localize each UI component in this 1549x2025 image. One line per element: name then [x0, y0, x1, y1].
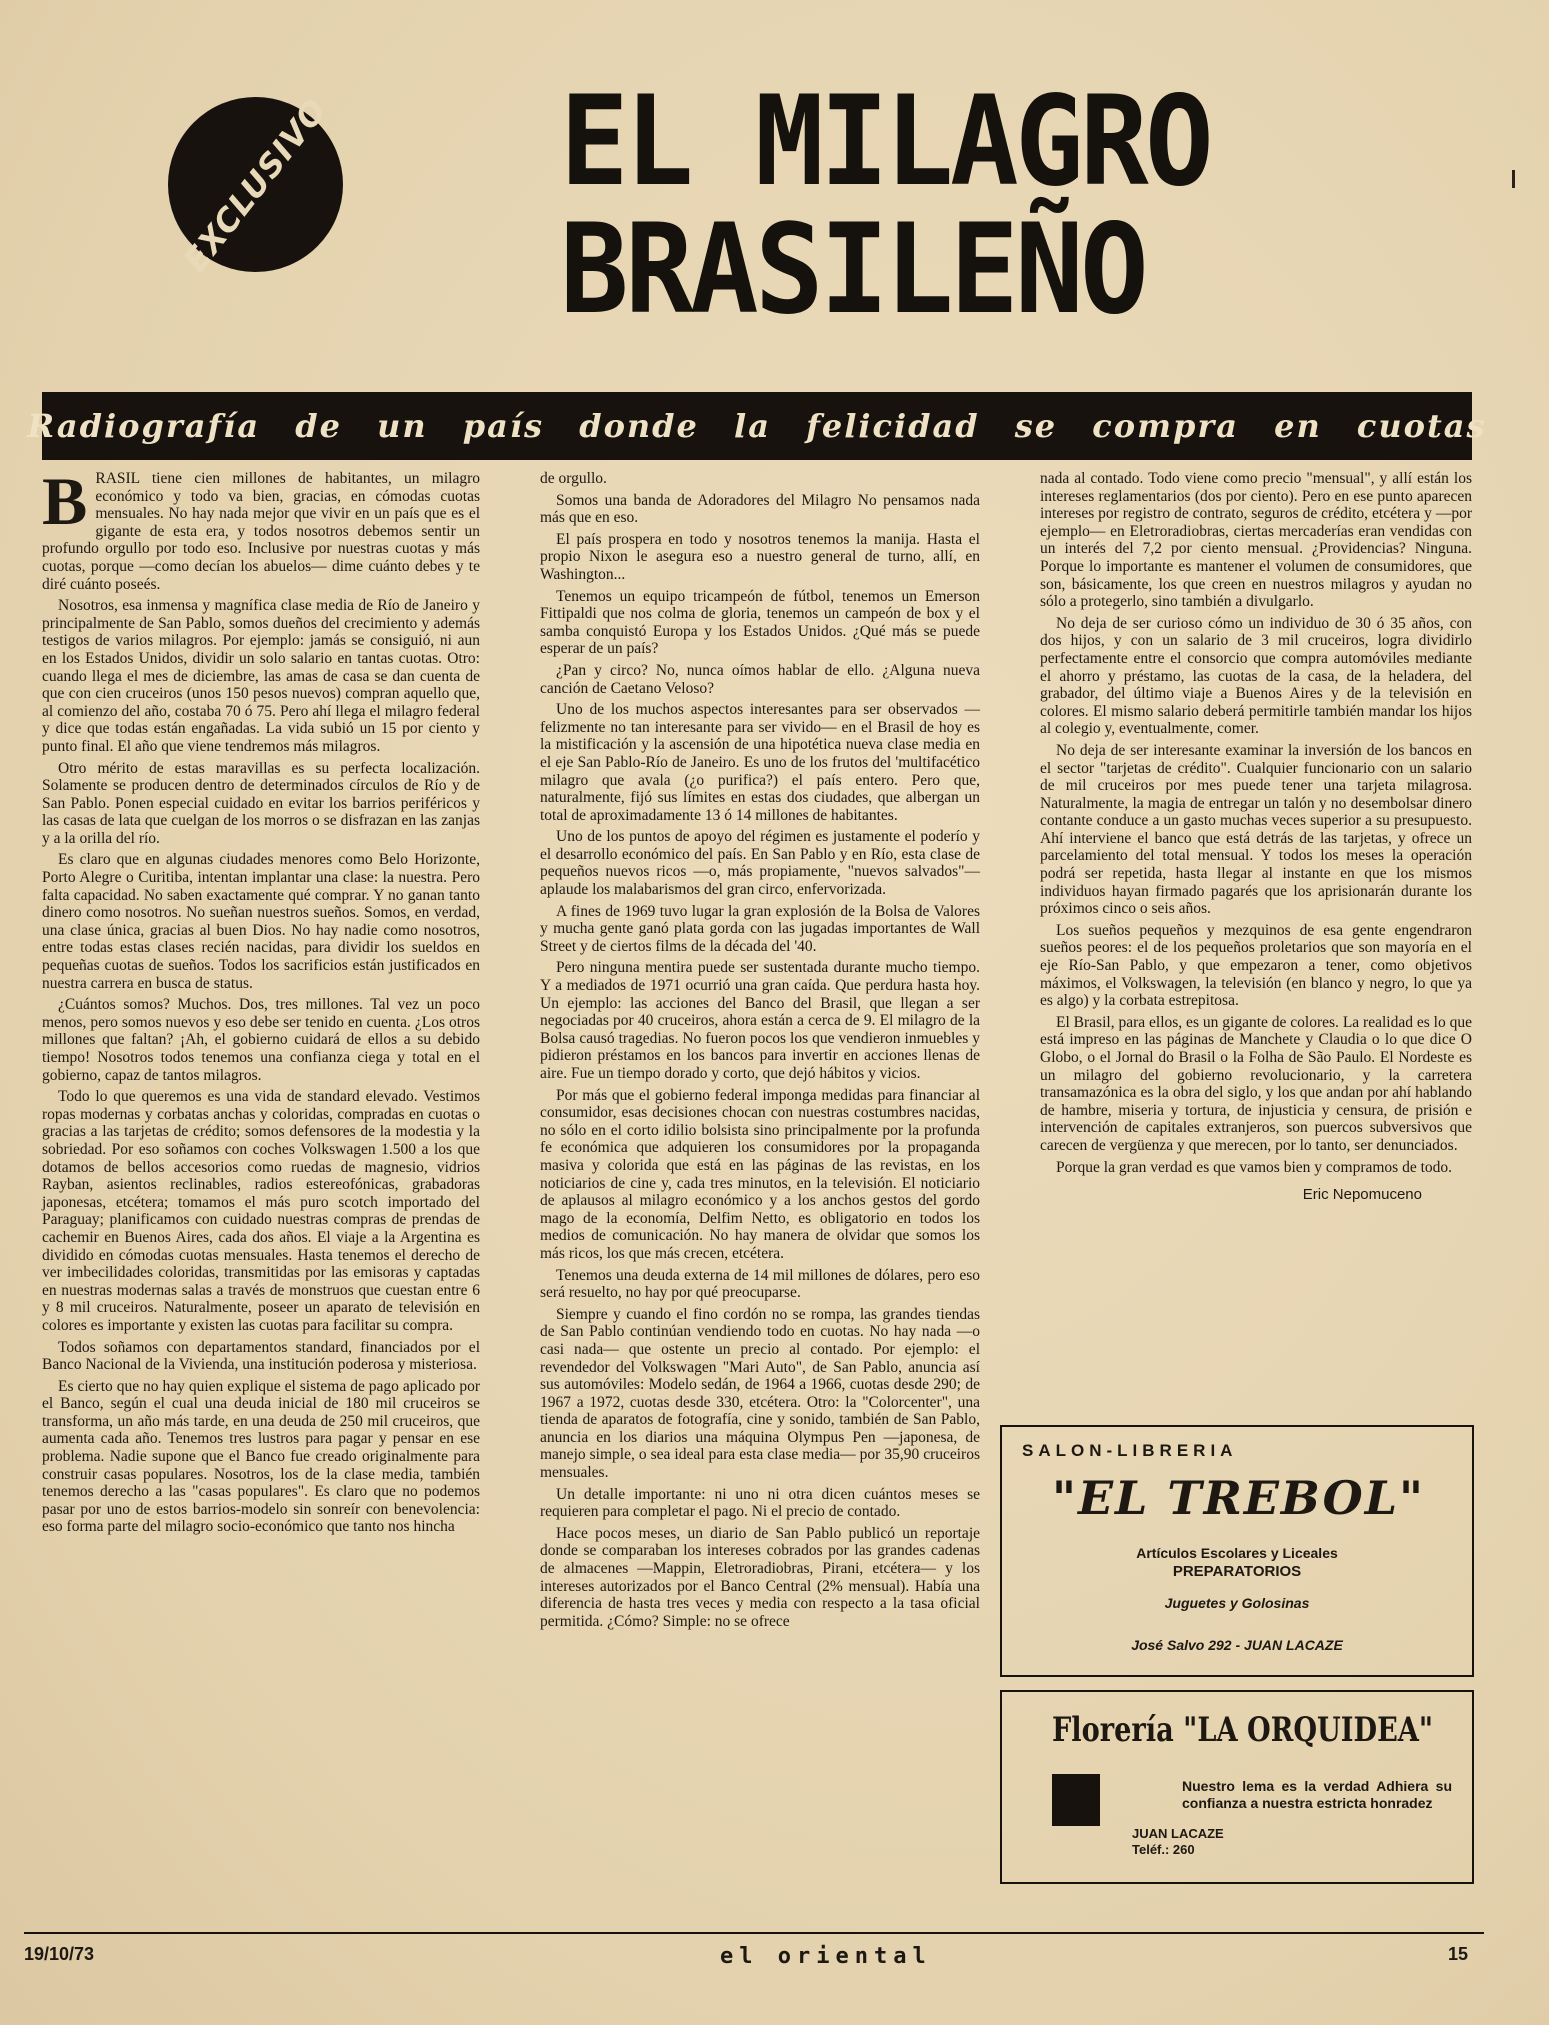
headline-line-1: EL MILAGRO [560, 70, 1211, 214]
paragraph: El país prospera en todo y nosotros tenemos la manija. Hasta el propio Nixon le asegura eso a nuestro general de turno, allí, en Washington... [540, 530, 980, 583]
footer-date: 19/10/73 [24, 1944, 95, 1964]
margin-mark [1512, 170, 1515, 188]
footer-rule [24, 1932, 1484, 1934]
ad-el-trebol-name: "EL TREBOL" [1052, 1471, 1426, 1525]
paragraph: Somos una banda de Adoradores del Milagro No pensamos nada más que en eso. [540, 491, 980, 527]
paragraph: de orgullo. [540, 470, 607, 487]
paragraph: Otro mérito de estas maravillas es su perfecta localización. Solamente se producen dentro de determinados círculos de Río y de San Pablo. Ponen especial cuidado en evitar los barrios periféricos y las casas de lata que cuelgan de los morros o se disfrazan en las zanjas y a la orilla del río. [42, 759, 480, 847]
ad-el-trebol-line-2: PREPARATORIOS [1172, 1563, 1302, 1580]
paragraph: Nosotros, esa inmensa y magnífica clase media de Río de Janeiro y principalmente de San Pablo, somos dueños del crecimiento y además testigos de varios milagros. Por ejemplo: jamás se consiguió, ni aun en los Estados Unidos, dividir un solo salario en tantas cuotas. Otro: cuando llega el mes de diciembre, las amas de casa se dan cuenta de que con cien cruceiros (unos 150 pesos nuevos) compran aquello que, al comienzo del año, costaba 70 ó 75. Pero ahí llega el milagro federal y dice que todas están engañadas. La vida subió un 15 por ciento y punto final. El año que viene tendremos más milagros. [42, 597, 480, 755]
ad-el-trebol-address: José Salvo 292 - JUAN LACAZE [1131, 1637, 1343, 1653]
paragraph: Uno de los puntos de apoyo del régimen es justamente el poderío y el desarrollo económico del país. En San Pablo y en Río, esta clase de pequeños nuevos ricos —o, más propiamente, "nuevos salvados"— aplaude los malabarismos del gran circo, enfervorizada. [540, 828, 980, 899]
paragraph: Todos soñamos con departamentos standard, financiados por el Banco Nacional de la Vivienda, una institución poderosa y misteriosa. [42, 1338, 480, 1374]
paragraph: ¿Cuántos somos? Muchos. Dos, tres millones. Tal vez un poco menos, pero somos nuevos y eso debe ser tenido en cuenta. ¿Los otros millones que faltan? ¡Ah, el gobierno cuidará de ellos a su debido tiempo! Nosotros todos tenemos una confianza ciega y total en el gobierno, capaz de tantos milagros. [42, 996, 480, 1084]
paragraph: Hace pocos meses, un diario de San Pablo publicó un reportaje donde se comparaban los intereses cobrados por las grandes cadenas de almacenes —Mappin, Eletroradiobras, Pirani, etcétera— y los intereses autorizados por el Banco Central (2% mensual). Había una diferencia de hasta tres veces y media con respecto a la tasa oficial permitida. ¿Cómo? Simple: no se ofrece [540, 1524, 980, 1630]
exclusive-badge [168, 90, 343, 279]
subtitle: Radiografía de un país donde la felicidad se compra en cuotas [27, 407, 1487, 445]
exclusive-badge-text: EXCLUSIVO [176, 90, 335, 279]
paragraph: Es claro que en algunas ciudades menores como Belo Horizonte, Porto Alegre o Curitiba, intentan implantar una clase: la nuestra. Pero falta capacidad. No saben exactamente qué comprar. Y no ganan tanto dinero como nosotros. No sueñan nuestros sueños. Somos, en verdad, una clase única, gracias al buen Dios. No hay nadie como nosotros, entre todas estas clases recién nacidas, para dividir los sueldos en pequeñas cuotas de sueños. Todos los sacrificios están justificados en nuestra carrera en busca de status. [42, 851, 480, 992]
paragraph: Siempre y cuando el fino cordón no se rompa, las grandes tiendas de San Pablo continúan vendiendo todo en cuotas. No hay nada —o casi nada— que ostente un precio al contado. Por ejemplo: el revendedor del Volkswagen "Mari Auto", de San Pablo, anuncia así sus automóviles: Modelo sedán, de 1964 a 1966, cuotas desde 290; de 1967 a 1972, cuotas desde 330, etcétera. Otro: la "Colorcenter", una tienda de aparatos de fotografía, cine y sonido, también de San Pablo, anuncia en los diarios una máquina Olympus Pen —japonesa, de manejo simple, o sea ideal para esta clase media— por 35,90 cruceiros mensuales. [540, 1305, 980, 1482]
paragraph: Pero ninguna mentira puede ser sustentada durante mucho tiempo. Y a mediados de 1971 ocurrió una gran caída. Que perdura hasta hoy. Un ejemplo: las acciones del Banco del Brasil, que llegan a ser negociadas por 40 cruceiros, ahora están a cerca de 9. El milagro de la Bolsa causó tragedias. No fueron pocos los que vendieron inmuebles y pidieron préstamos en los bancos para invertir en acciones llenas de aire. Fue un tiempo dorado y corto, que dejó hábitos y vicios. [540, 959, 980, 1082]
paragraph: No deja de ser curioso cómo un individuo de 30 ó 35 años, con dos hijos, y con un salario de 3 mil cruceiros, logra dividirlo perfectamente entre el consorcio que compra automóviles mediante el ahorro y préstamo, las cuotas de la casa, de la heladera, del grabador, del último viaje a Buenos Aires y de la televisión en colores. El mismo salario deberá permitirle también mandar los hijos al colegio y, eventualmente, comer. [1040, 614, 1472, 738]
ad-la-orquidea-city: JUAN LACAZE [1132, 1826, 1224, 1841]
ad-el-trebol [1000, 1425, 1474, 1677]
paragraph: RASIL tiene cien millones de habitantes, un milagro económico y todo va bien, gracias, en cómodas cuotas mensuales. No hay nada mejor que vivir en un país que es el gigante de esta era, y todos nosotros debemos sentir un profundo orgullo por todo eso. Inclusive por nuestras cuotas y más cuotas, porque —como decían los abuelos— dime cuánto debes y te diré cuánto poseés. [42, 470, 480, 593]
article-column-2 [540, 470, 980, 1885]
article-column-1 [42, 463, 480, 1885]
paragraph: A fines de 1969 tuvo lugar la gran explosión de la Bolsa de Valores y mucha gente ganó plata gorda con las jugadas importantes de Wall Street y de ciertos films de la década del '40. [540, 902, 980, 955]
paragraph: El Brasil, para ellos, es un gigante de colores. La realidad es lo que está impreso en las páginas de Manchete y Claudia o lo que dice O Globo, o el Jornal do Brasil o la Folha de São Paulo. El Nordeste es un milagro del gobierno revolucionario, y la carretera transamazónica es la obra del siglo, y los que andan por ahí hablando de hambre, miseria y tortura, de injusticia y censura, de prisión e intervención de capitales extranjeros, son puercos subversivos que carecen de vergüenza y que merecen, por lo tanto, ser denunciados. [1040, 1013, 1472, 1154]
flower-logo-icon [1052, 1774, 1100, 1826]
paragraph: Uno de los muchos aspectos interesantes para ser observados —felizmente no tan interesante para ser vivido— en el Brasil de hoy es la mistificación y la ascensión de una hipotética nueva clase media en el eje San Pablo-Río de Janeiro. Es uno de los frutos del 'multifacético milagro que avala (¿o purifica?) el país entero. Pero que, naturalmente, fijó sus límites en estas dos ciudades, que albergan un total de aproximadamente 13 ó 14 millones de habitantes. [540, 701, 980, 824]
paragraph: No deja de ser interesante examinar la inversión de los bancos en el sector "tarjetas de crédito". Cualquier funcionario con un salario de mil cruceiros por mes puede tener una tarjeta milagrosa. Naturalmente, la magia de entregar un talón y no desembolsar dinero contante conduce a un gasto muchas veces superior a su presupuesto. Ahí interviene el banco que está detrás de las tarjetas, y ofrece un parcelamiento del total mensual. Y todos los meses la operación podrá ser repetida, hasta llegar al instante en que los mismos individuos hayan firmado pagarés que los aprisionarán durante los próximos cinco o seis años. [1040, 741, 1472, 918]
ad-el-trebol-line-1: Artículos Escolares y Liceales [1136, 1545, 1338, 1561]
article-column-3 [1040, 470, 1472, 1390]
ad-la-orquidea [1000, 1690, 1474, 1884]
ad-la-orquidea-slogan: Nuestro lema es la verdad Adhiera su confianza a nuestra estricta honradez [1182, 1778, 1452, 1811]
page-number: 15 [1448, 1944, 1469, 1964]
footer-magazine: el oriental [720, 1944, 932, 1969]
paragraph: Tenemos un equipo tricampeón de fútbol, tenemos un Emerson Fittipaldi que nos colma de gloria, tenemos un campeón de box y el samba conquistó Europa y los Estados Unidos. ¿Qué más se puede esperar de un país? [540, 587, 980, 658]
ad-la-orquidea-phone: Teléf.: 260 [1132, 1842, 1195, 1857]
drop-cap: B [42, 463, 88, 539]
paragraph: Por más que el gobierno federal imponga medidas para financiar al consumidor, esas decisiones chocan con nuestras costumbres nacidas, no sólo en el corto idilio bolsista sino principalmente por la profunda fe económica que adquieren los consumidores por la propaganda masiva y colorida que está en las páginas de las revistas, en los noticiarios de cine y, cada tres minutos, en la televisión. El noticiario de aplausos al milagro económico y a los anchos gestos del gordo mago de la economía, Delfim Netto, es obligatorio en todos los medios de comunicación. No hay manera de olvidar que somos los más ricos, los que más crecen, etcétera. [540, 1086, 980, 1262]
paragraph: Es cierto que no hay quien explique el sistema de pago aplicado por el Banco, según el cual una deuda inicial de 180 mil cruceiros se transforma, un año más tarde, en una deuda de 250 mil cruceiros, que aumenta cada año. Tenemos tres lustros para pagar y pensar en ese problema. Nadie supone que el Banco fue creado originalmente para construir casas populares. Nosotros, los de la clase media, también tenemos derecho a las "casas populares". Es claro que no podemos pasar por uno de estos barrios-modelo sin sonreír con benevolencia: eso forma parte del milagro socio-económico que tanto nos hincha [42, 1377, 480, 1536]
headline-line-2: BRASILEÑO [560, 198, 1146, 342]
paragraph: nada al contado. Todo viene como precio "mensual", y allí están los intereses reglamentarios (dos por ciento). Pero en ese punto aparecen intereses por registro de contrato, seguros de crédito, etcétera y —por ejemplo— en Eletroradiobras, ciertas mercaderías eran vendidas con un interés del 7,2 por ciento mensual. ¿Providencias? Ninguna. Porque lo importante es mantener el volumen de consumidores, que son, básicamente, los que creen en nuestros milagros y ayudan no sólo a protegerlo, sino también a divulgarlo. [1040, 470, 1472, 611]
ad-el-trebol-line-3: Juguetes y Golosinas [1164, 1595, 1310, 1611]
paragraph: Los sueños pequeños y mezquinos de esa gente engendraron sueños peores: el de los pequeños proletarios que son mayoría en el eje Río-San Pablo, y que empezaron a tener, como objetivos máximos, el Volkswagen, la televisión (en blanco y negro, lo que ya es algo) y la corbata estrepitosa. [1040, 921, 1472, 1010]
author-byline: Eric Nepomuceno [1302, 1186, 1422, 1204]
headline [560, 70, 1314, 342]
paragraph: ¿Pan y circo? No, nunca oímos hablar de ello. ¿Alguna nueva canción de Caetano Veloso? [540, 661, 980, 697]
ad-el-trebol-category: SALON-LIBRERIA [1022, 1441, 1238, 1460]
paragraph: Porque la gran verdad es que vamos bien y compramos de todo. [1056, 1158, 1453, 1176]
subtitle-bar [27, 392, 1487, 460]
paragraph: Un detalle importante: ni uno ni otra dicen cuántos meses se requieren para completar el pago. Ni el precio de contado. [540, 1485, 980, 1521]
ad-la-orquidea-name: Florería "LA ORQUIDEA" [1052, 1710, 1434, 1750]
paragraph: Todo lo que queremos es una vida de standard elevado. Vestimos ropas modernas y corbatas anchas y coloridas, compradas en cuotas o gracias a las tarjetas de crédito; somos defensores de la modestia y la sobriedad. Por eso soñamos con coches Volkswagen 1.500 a los que dotamos de bellos accesorios como ruedas de magnesio, vidrios Rayban, asientos reclinables, radios estereofónicas, grabadoras japonesas, etcétera; tomamos el más puro scotch importado del Paraguay; planificamos con cuidado nuestras compras de prendas de cachemir en Buenos Aires, cada dos años. El viaje a la Argentina es dividido en cómodas cuotas mensuales. Hasta tenemos el derecho de ver imbecilidades coloridas, transmitidas por las emisoras y captadas en nuestras modernas salas a través de monstruos que cuestan entre 6 y 8 mil cruceiros. Naturalmente, poseer un aparato de televisión en colores es importante y existen las cuotas para facilitar su compra. [42, 1088, 480, 1334]
paragraph: Tenemos una deuda externa de 14 mil millones de dólares, pero eso será resuelto, no hay por qué preocuparse. [540, 1266, 980, 1302]
